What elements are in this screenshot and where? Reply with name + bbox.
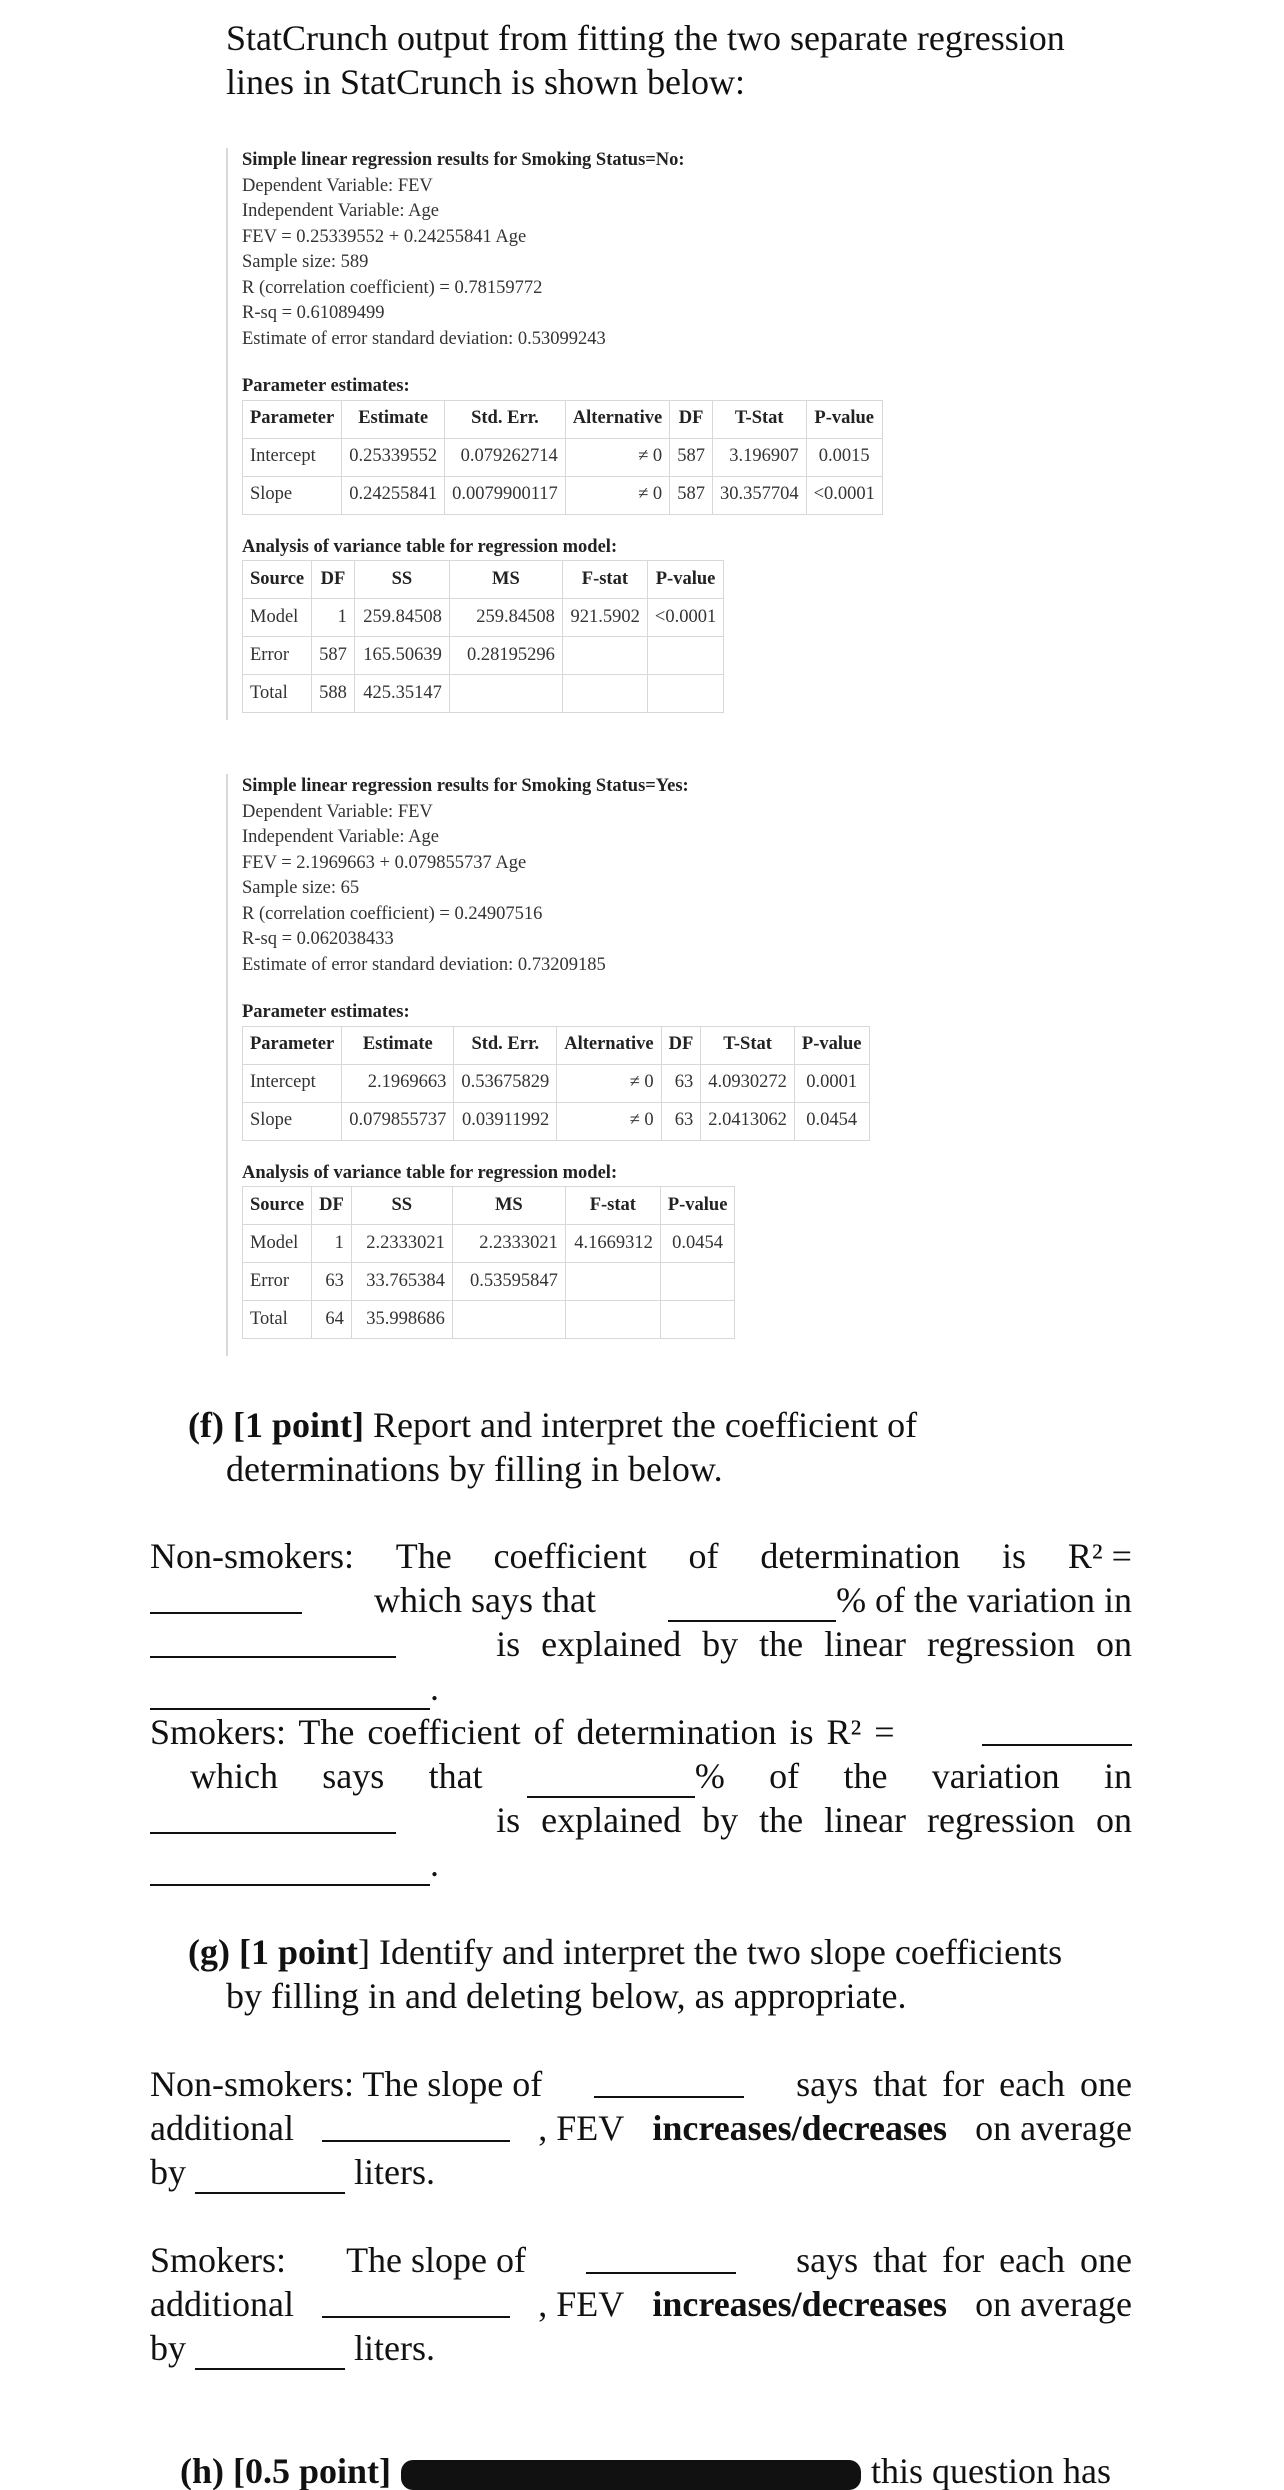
table-cell: 0.03911992 [454, 1102, 557, 1140]
redaction-bar [401, 2460, 861, 2490]
table-cell: 1 [312, 1225, 352, 1263]
answer-blank-percent[interactable] [527, 1762, 695, 1798]
word: says [322, 1756, 385, 1796]
text-line [150, 2106, 1132, 2150]
column-header: Source [243, 1187, 312, 1225]
output-line: Dependent Variable: FEV [242, 801, 433, 822]
table-cell [449, 675, 562, 713]
column-header: DF [670, 400, 713, 438]
table-cell: 4.0930272 [701, 1064, 795, 1102]
table-cell: ≠ 0 [565, 438, 669, 476]
anova-table [242, 560, 724, 713]
table-cell: Model [243, 599, 312, 637]
table-cell: 0.0079900117 [445, 476, 566, 514]
output-line: R (correlation coefficient) = 0.24907516 [242, 903, 543, 924]
column-header: P-value [806, 400, 882, 438]
table-cell: 0.0015 [806, 438, 882, 476]
text-line [150, 1666, 1132, 1710]
table-cell [660, 1263, 735, 1301]
output-line: Estimate of error standard deviation: 0.53099243 [242, 328, 606, 349]
word: by [150, 2328, 186, 2368]
output-line: Independent Variable: Age [242, 201, 439, 221]
table-row [243, 1102, 870, 1140]
table-cell: 0.079855737 [342, 1102, 454, 1140]
table-row [243, 637, 724, 675]
column-header: Estimate [342, 1026, 454, 1064]
word: in [1103, 1756, 1132, 1796]
table-cell [647, 675, 723, 713]
word: which says that [374, 1580, 597, 1620]
table-cell: 587 [670, 476, 713, 514]
question-f-nonsmokers [150, 1534, 1132, 1710]
word: variation [931, 1756, 1060, 1796]
word: , FEV [538, 2108, 625, 2148]
column-header: Std. Err. [445, 400, 566, 438]
table-cell: 0.0454 [794, 1102, 869, 1140]
text-line [150, 1578, 1132, 1622]
answer-blank-response[interactable] [150, 1798, 396, 1834]
word: says that for each one [796, 2240, 1132, 2280]
word: additional [150, 2108, 294, 2148]
word: increases/decreases [652, 2284, 947, 2324]
table-cell: 0.53675829 [454, 1064, 557, 1102]
table-cell: Total [243, 675, 312, 713]
table-row [243, 675, 724, 713]
table-cell: 0.0001 [794, 1064, 869, 1102]
intro-line-1: StatCrunch output from fitting the two separate regression [226, 18, 1065, 58]
word: of [688, 1536, 719, 1576]
table-header-row [243, 1026, 870, 1064]
table-cell: 0.25339552 [342, 438, 445, 476]
word: on average [975, 2284, 1132, 2324]
column-header: Std. Err. [454, 1026, 557, 1064]
question-g-nonsmokers [150, 2062, 1132, 2194]
word: % of the variation in [836, 1580, 1132, 1620]
text-line [150, 2238, 1132, 2282]
intro-text [226, 16, 1126, 104]
column-header: F-stat [562, 561, 647, 599]
column-header: Source [243, 561, 312, 599]
table-header-row [243, 561, 724, 599]
word: liters. [354, 2328, 435, 2368]
word: coefficient [493, 1536, 647, 1576]
table-cell: 0.28195296 [449, 637, 562, 675]
text-line [150, 2326, 1132, 2370]
table-row [243, 438, 883, 476]
question-g-text-2: by filling in and deleting below, as appropriate. [226, 1976, 907, 2016]
table-cell: 35.998686 [351, 1301, 452, 1339]
question-f-text-1: Report and interpret the coefficient of [363, 1405, 918, 1445]
table-cell: 0.53595847 [452, 1263, 565, 1301]
word: is explained by the linear regression on [496, 1800, 1132, 1840]
table-cell: 63 [661, 1064, 701, 1102]
table-cell: ≠ 0 [557, 1064, 661, 1102]
question-h-partial [180, 2450, 1140, 2490]
word: says that for each one [796, 2064, 1132, 2104]
question-g-label: (g) [1 point [188, 1932, 358, 1972]
answer-blank-response[interactable] [150, 1622, 396, 1658]
table-cell: 63 [661, 1102, 701, 1140]
smokers-output [226, 774, 870, 1356]
output-title: Simple linear regression results for Smoking Status=No: [242, 150, 685, 170]
column-header: MS [449, 561, 562, 599]
word: of [769, 1756, 800, 1796]
table-cell: ≠ 0 [557, 1102, 661, 1140]
text-line [150, 2150, 1132, 2194]
question-f-smokers [150, 1710, 1132, 1886]
table-cell: Slope [243, 1102, 342, 1140]
table-row [243, 1301, 735, 1339]
word: is explained by the linear regression on [496, 1624, 1132, 1664]
table-cell [565, 1301, 660, 1339]
table-cell: 259.84508 [354, 599, 449, 637]
text-line [150, 1534, 1132, 1578]
question-g-label-end: ] [358, 1932, 370, 1972]
table-row [243, 1225, 735, 1263]
column-header: Alternative [565, 400, 669, 438]
column-header: Parameter [243, 1026, 342, 1064]
anova-title: Analysis of variance table for regression model: [242, 536, 618, 557]
column-header: MS [452, 1187, 565, 1225]
column-header: Parameter [243, 400, 342, 438]
column-header: P-value [647, 561, 723, 599]
table-cell: Intercept [243, 438, 342, 476]
word: , FEV [538, 2284, 625, 2324]
word: % [694, 1756, 725, 1796]
output-title: Simple linear regression results for Smoking Status=Yes: [242, 776, 689, 796]
output-line: R-sq = 0.61089499 [242, 303, 385, 323]
word: increases/decreases [652, 2108, 947, 2148]
answer-blank-r2[interactable] [150, 1578, 302, 1614]
question-f-label: (f) [1 point] [188, 1405, 364, 1445]
table-cell: Total [243, 1301, 312, 1339]
word: the [843, 1756, 888, 1796]
table-cell: 165.50639 [354, 637, 449, 675]
answer-blank-unit[interactable] [322, 2106, 510, 2142]
word: by [150, 2152, 186, 2192]
output-line: Sample size: 589 [242, 252, 369, 272]
output-line: Sample size: 65 [242, 878, 360, 898]
output-line: FEV = 2.1969663 + 0.079855737 Age [242, 852, 527, 873]
text-line [150, 1798, 1132, 1842]
word: Smokers: [150, 2240, 287, 2280]
answer-blank-amount[interactable] [195, 2334, 345, 2370]
text-line [150, 2062, 1132, 2106]
table-cell: 0.24255841 [342, 476, 445, 514]
question-g-text-1: Identify and interpret the two slope coefficients [370, 1932, 1063, 1972]
table-cell: 33.765384 [351, 1263, 452, 1301]
table-header-row [243, 1187, 735, 1225]
table-cell: 30.357704 [712, 476, 806, 514]
table-cell: 0.079262714 [445, 438, 566, 476]
table-header-row [243, 400, 883, 438]
word: Non-smokers: [150, 1536, 354, 1576]
table-cell [562, 675, 647, 713]
table-row [243, 476, 883, 514]
table-cell: 921.5902 [562, 599, 647, 637]
word: Smokers: The coefficient of determination is R² = [150, 1712, 895, 1752]
table-cell: 259.84508 [449, 599, 562, 637]
table-cell: 2.2333021 [351, 1225, 452, 1263]
table-cell [562, 637, 647, 675]
nonsmokers-output [226, 148, 883, 720]
table-cell: Error [243, 1263, 312, 1301]
question-g-smokers [150, 2238, 1132, 2370]
table-cell [660, 1301, 735, 1339]
table-row [243, 1064, 870, 1102]
word: Non-smokers: The slope of [150, 2064, 543, 2104]
text-line [150, 1754, 1132, 1798]
answer-blank-percent[interactable] [668, 1586, 836, 1622]
table-cell: Model [243, 1225, 312, 1263]
column-header: P-value [660, 1187, 735, 1225]
answer-blank-r2[interactable] [982, 1710, 1132, 1746]
answer-blank-predictor[interactable] [150, 1850, 430, 1886]
word: The [395, 1536, 452, 1576]
text-line [150, 1710, 1132, 1754]
column-header: SS [354, 561, 449, 599]
column-header: P-value [794, 1026, 869, 1064]
table-cell [452, 1301, 565, 1339]
column-header: Alternative [557, 1026, 661, 1064]
table-cell: 587 [312, 637, 355, 675]
param-estimates-title: Parameter estimates: [242, 376, 410, 396]
output-line: Dependent Variable: FEV [242, 175, 433, 196]
anova-table [242, 1186, 735, 1339]
answer-blank-slope[interactable] [586, 2238, 736, 2274]
param-estimates-table [242, 1026, 870, 1141]
output-line: R-sq = 0.062038433 [242, 929, 394, 949]
word: determination [760, 1536, 961, 1576]
table-cell: 1 [312, 599, 355, 637]
question-f-text-2: determinations by filling in below. [226, 1449, 723, 1489]
answer-blank-predictor[interactable] [150, 1674, 430, 1710]
table-cell: 2.0413062 [701, 1102, 795, 1140]
answer-blank-unit[interactable] [322, 2282, 510, 2318]
word: is [1002, 1536, 1027, 1576]
output-line: R (correlation coefficient) = 0.78159772 [242, 277, 543, 298]
question-h-label: (h) [0.5 point] [180, 2451, 392, 2490]
table-cell: <0.0001 [806, 476, 882, 514]
word: . [430, 1844, 439, 1884]
table-cell: 3.196907 [712, 438, 806, 476]
table-cell: Intercept [243, 1064, 342, 1102]
word: that [428, 1756, 483, 1796]
table-cell [647, 637, 723, 675]
anova-title: Analysis of variance table for regression model: [242, 1162, 618, 1183]
table-cell: 64 [312, 1301, 352, 1339]
table-cell: 588 [312, 675, 355, 713]
column-header: DF [312, 1187, 352, 1225]
word: additional [150, 2284, 294, 2324]
text-line [150, 2282, 1132, 2326]
table-cell: 2.2333021 [452, 1225, 565, 1263]
column-header: DF [312, 561, 355, 599]
table-row [243, 599, 724, 637]
table-cell: 587 [670, 438, 713, 476]
column-header: T-Stat [701, 1026, 795, 1064]
question-f-heading [188, 1403, 1148, 1491]
column-header: F-stat [565, 1187, 660, 1225]
table-cell: 63 [312, 1263, 352, 1301]
table-cell: Slope [243, 476, 342, 514]
word: R² = [1067, 1536, 1132, 1576]
question-h-text: this question has [871, 2451, 1112, 2490]
word: which [190, 1756, 278, 1796]
table-cell: 4.1669312 [565, 1225, 660, 1263]
word: . [430, 1668, 439, 1708]
answer-blank-amount[interactable] [195, 2158, 345, 2194]
param-estimates-table [242, 400, 883, 515]
word: on average [975, 2108, 1132, 2148]
column-header: T-Stat [712, 400, 806, 438]
table-cell: 0.0454 [660, 1225, 735, 1263]
question-g-heading [188, 1930, 1148, 2018]
table-cell [565, 1263, 660, 1301]
output-line: Independent Variable: Age [242, 827, 439, 847]
output-line: Estimate of error standard deviation: 0.73209185 [242, 954, 606, 975]
answer-blank-slope[interactable] [594, 2062, 744, 2098]
table-cell: 425.35147 [354, 675, 449, 713]
param-estimates-title: Parameter estimates: [242, 1002, 410, 1022]
intro-line-2: lines in StatCrunch is shown below: [226, 62, 745, 102]
table-cell: <0.0001 [647, 599, 723, 637]
table-cell: 2.1969663 [342, 1064, 454, 1102]
output-line: FEV = 0.25339552 + 0.24255841 Age [242, 226, 527, 247]
text-line [150, 1842, 1132, 1886]
table-row [243, 1263, 735, 1301]
table-cell: ≠ 0 [565, 476, 669, 514]
word: The slope of [346, 2240, 527, 2280]
word: liters. [354, 2152, 435, 2192]
column-header: SS [351, 1187, 452, 1225]
column-header: DF [661, 1026, 701, 1064]
column-header: Estimate [342, 400, 445, 438]
table-cell: Error [243, 637, 312, 675]
text-line [150, 1622, 1132, 1666]
